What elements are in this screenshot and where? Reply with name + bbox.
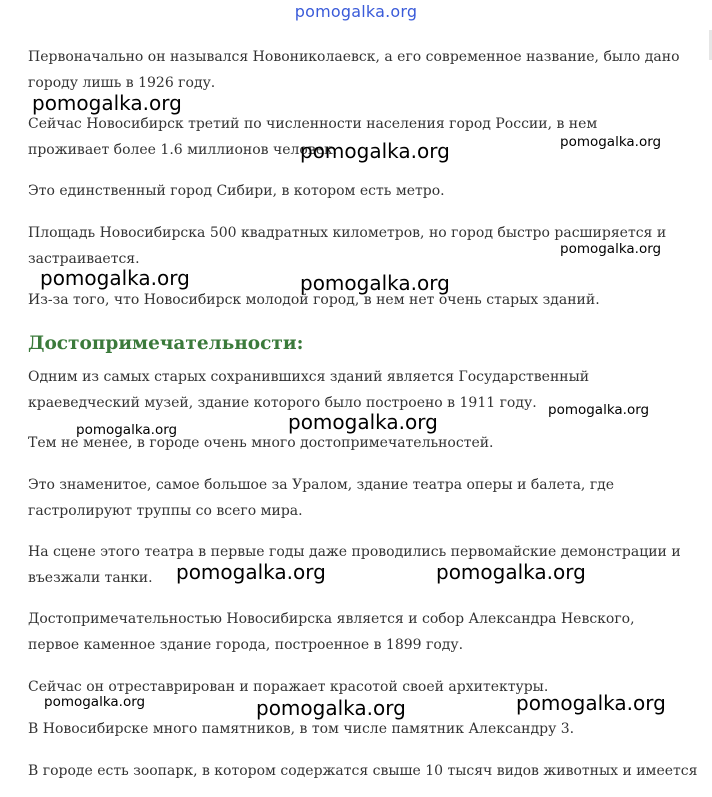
watermark-text: pomogalka.org — [256, 696, 406, 720]
watermark-text: pomogalka.org — [300, 271, 450, 295]
paragraph: В городе есть зоопарк, в котором содержатся свыше 10 тысяч видов животных и имеется — [28, 763, 698, 779]
watermark-text: pomogalka.org — [548, 402, 650, 418]
watermark-text: pomogalka.org — [288, 410, 438, 434]
paragraph: Площадь Новосибирска 500 квадратных километров, но город быстро расширяется и застраивается. — [28, 225, 667, 267]
paragraph: В Новосибирске много памятников, в том числе памятник Александру 3. — [28, 721, 575, 737]
paragraph: Из-за того, что Новосибирск молодой город, в нем нет очень старых зданий. — [28, 292, 600, 308]
watermark-text: pomogalka.org — [32, 91, 182, 115]
paragraph: Сейчас Новосибирск третий по численности населения город России, в нем проживает более 1.6 миллионов человек. — [28, 116, 598, 158]
watermark-text: pomogalka.org — [516, 691, 666, 715]
watermark-text: pomogalka.org — [76, 422, 178, 438]
watermark-text: pomogalka.org — [560, 134, 662, 150]
paragraph: Тем не менее, в городе очень много достопримечательностей. — [28, 435, 494, 451]
watermark-text: pomogalka.org — [436, 560, 586, 584]
site-watermark-top: pomogalka.org — [294, 2, 418, 21]
paragraph: Одним из самых старых сохранившихся зданий является Государственный краеведческий музей, здание которого было построено в 1911 году. — [28, 369, 590, 411]
watermark-text: pomogalka.org — [40, 266, 190, 290]
paragraph: Первоначально он назывался Новониколаевск, а его современное название, было дано городу лишь в 1926 году. — [28, 49, 680, 91]
watermark-text: pomogalka.org — [44, 694, 146, 710]
paragraph: Сейчас он отреставрирован и поражает красотой своей архитектуры. — [28, 679, 549, 695]
paragraph: Это единственный город Сибири, в котором есть метро. — [28, 183, 445, 199]
paragraph: Достопримечательностью Новосибирска является и собор Александра Невского, первое каменное здание города, построенное в 1899 году. — [28, 611, 635, 653]
section-heading: Достопримечательности: — [28, 333, 304, 354]
watermark-text: pomogalka.org — [560, 241, 662, 257]
watermark-text: pomogalka.org — [300, 139, 450, 163]
paragraph: Это знаменитое, самое большое за Уралом, здание театра оперы и балета, где гастролируют труппы со всего мира. — [28, 477, 615, 519]
watermark-text: pomogalka.org — [176, 560, 326, 584]
paragraph: На сцене этого театра в первые годы даже проводились первомайские демонстрации и въезжали танки. — [28, 544, 681, 586]
